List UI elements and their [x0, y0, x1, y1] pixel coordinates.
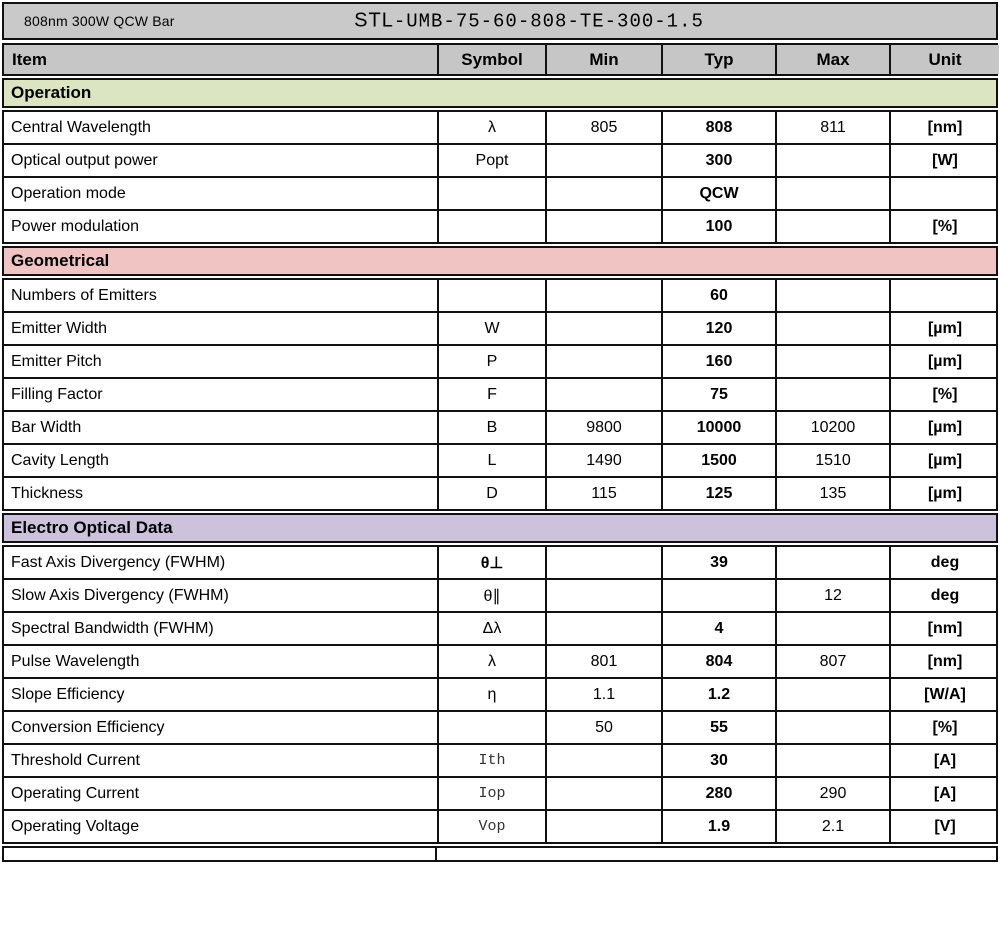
max-cell [775, 145, 889, 176]
unit-cell: [µm] [889, 445, 999, 476]
min-cell [545, 379, 661, 410]
geometrical-rows [2, 278, 998, 511]
column-header-item: Item [4, 45, 437, 74]
item-cell: Threshold Current [11, 751, 140, 769]
max-cell: 811 [775, 112, 889, 143]
min-cell: 801 [545, 646, 661, 677]
symbol-cell: F [437, 379, 545, 410]
min-cell [545, 778, 661, 809]
typ-cell: 1500 [661, 445, 775, 476]
min-cell: 50 [545, 712, 661, 743]
table-row [4, 644, 996, 677]
typ-cell: 39 [661, 547, 775, 578]
typ-cell: 300 [661, 145, 775, 176]
table-row [4, 547, 996, 578]
item-cell: Conversion Efficiency [11, 718, 165, 736]
table-row [4, 611, 996, 644]
max-cell: 12 [775, 580, 889, 611]
unit-cell: [W/A] [889, 679, 999, 710]
column-header-row [2, 43, 998, 76]
max-cell [775, 613, 889, 644]
model-prefix: STL [354, 9, 394, 32]
min-cell [545, 613, 661, 644]
typ-cell: 280 [661, 778, 775, 809]
typ-cell: 10000 [661, 412, 775, 443]
unit-cell: deg [889, 547, 999, 578]
item-cell: Optical output power [11, 151, 158, 169]
unit-cell: [%] [889, 379, 999, 410]
table-row [4, 710, 996, 743]
column-header-symbol: Symbol [437, 45, 545, 74]
max-cell: 290 [775, 778, 889, 809]
max-cell: 10200 [775, 412, 889, 443]
unit-cell: [µm] [889, 346, 999, 377]
max-cell [775, 178, 889, 209]
unit-cell: [nm] [889, 613, 999, 644]
table-row [4, 443, 996, 476]
max-cell [775, 547, 889, 578]
table-row [4, 143, 996, 176]
table-row [4, 809, 996, 842]
table-row [4, 578, 996, 611]
unit-cell [889, 178, 999, 209]
typ-cell: 55 [661, 712, 775, 743]
table-row [4, 743, 996, 776]
min-cell: 1490 [545, 445, 661, 476]
typ-cell: 125 [661, 478, 775, 509]
table-row [4, 209, 996, 242]
min-cell [545, 745, 661, 776]
symbol-cell [437, 280, 545, 311]
unit-cell: [µm] [889, 313, 999, 344]
max-cell [775, 679, 889, 710]
max-cell [775, 313, 889, 344]
title-bar [2, 2, 998, 40]
column-header-min: Min [545, 45, 661, 74]
typ-cell: 75 [661, 379, 775, 410]
min-cell: 805 [545, 112, 661, 143]
unit-cell [889, 280, 999, 311]
min-cell [545, 313, 661, 344]
column-divider [435, 848, 437, 860]
table-row [4, 280, 996, 311]
min-cell [545, 346, 661, 377]
min-cell [545, 580, 661, 611]
unit-cell: [%] [889, 712, 999, 743]
typ-cell: 1.9 [661, 811, 775, 842]
item-cell: Pulse Wavelength [11, 652, 140, 670]
item-cell: Central Wavelength [11, 118, 151, 136]
model-number [354, 10, 704, 33]
max-cell [775, 712, 889, 743]
electro-optical-rows [2, 545, 998, 844]
unit-cell: [V] [889, 811, 999, 842]
table-row [4, 410, 996, 443]
typ-cell: 1.2 [661, 679, 775, 710]
table-row [4, 476, 996, 509]
min-cell [545, 280, 661, 311]
max-cell [775, 379, 889, 410]
item-cell: Operation mode [11, 184, 126, 202]
typ-cell: 100 [661, 211, 775, 242]
symbol-cell: D [437, 478, 545, 509]
item-cell: Fast Axis Divergency (FWHM) [11, 553, 226, 571]
item-cell: Slow Axis Divergency (FWHM) [11, 586, 229, 604]
typ-cell: 30 [661, 745, 775, 776]
unit-cell: deg [889, 580, 999, 611]
symbol-cell: λ [437, 112, 545, 143]
typ-cell: 4 [661, 613, 775, 644]
item-cell: Filling Factor [11, 385, 103, 403]
unit-cell: [A] [889, 745, 999, 776]
table-row [4, 311, 996, 344]
min-cell [545, 178, 661, 209]
typ-cell: 60 [661, 280, 775, 311]
column-header-typ: Typ [661, 45, 775, 74]
table-row [4, 112, 996, 143]
typ-cell [661, 580, 775, 611]
product-name: 808nm 300W QCW Bar [24, 13, 175, 29]
min-cell: 1.1 [545, 679, 661, 710]
table-row [4, 776, 996, 809]
section-header-geometrical: Geometrical [2, 246, 998, 276]
symbol-cell: λ [437, 646, 545, 677]
section-header-operation: Operation [2, 78, 998, 108]
min-cell [545, 811, 661, 842]
table-row [4, 377, 996, 410]
truncated-row [2, 846, 998, 862]
item-cell: Cavity Length [11, 451, 109, 469]
max-cell: 1510 [775, 445, 889, 476]
unit-cell: [%] [889, 211, 999, 242]
unit-cell: [W] [889, 145, 999, 176]
table-row [4, 176, 996, 209]
unit-cell: [µm] [889, 412, 999, 443]
symbol-cell: η [437, 679, 545, 710]
symbol-cell: θ⊥ [437, 547, 545, 578]
symbol-cell [437, 211, 545, 242]
symbol-cell: L [437, 445, 545, 476]
item-cell: Thickness [11, 484, 84, 502]
max-cell [775, 745, 889, 776]
symbol-cell [437, 178, 545, 209]
max-cell [775, 211, 889, 242]
column-header-max: Max [775, 45, 889, 74]
symbol-cell: Vop [437, 811, 545, 842]
unit-cell: [µm] [889, 478, 999, 509]
symbol-cell: Iop [437, 778, 545, 809]
item-cell: Numbers of Emitters [11, 286, 157, 304]
max-cell [775, 346, 889, 377]
model-suffix: -UMB-75-60-808-TE-300-1.5 [393, 10, 704, 33]
section-header-electro-optical: Electro Optical Data [2, 513, 998, 543]
max-cell [775, 280, 889, 311]
typ-cell: 808 [661, 112, 775, 143]
symbol-cell: θ∥ [437, 580, 545, 611]
item-cell: Operating Current [11, 784, 140, 802]
symbol-cell: Ith [437, 745, 545, 776]
min-cell [545, 145, 661, 176]
unit-cell: [nm] [889, 112, 999, 143]
max-cell: 807 [775, 646, 889, 677]
min-cell [545, 211, 661, 242]
symbol-cell [437, 712, 545, 743]
item-cell: Operating Voltage [11, 817, 140, 835]
item-cell: Power modulation [11, 217, 140, 235]
operation-rows [2, 110, 998, 244]
item-cell: Bar Width [11, 418, 82, 436]
min-cell: 115 [545, 478, 661, 509]
table-row [4, 677, 996, 710]
typ-cell: QCW [661, 178, 775, 209]
min-cell [545, 547, 661, 578]
typ-cell: 160 [661, 346, 775, 377]
unit-cell: [A] [889, 778, 999, 809]
item-cell: Spectral Bandwidth (FWHM) [11, 619, 214, 637]
max-cell: 2.1 [775, 811, 889, 842]
typ-cell: 804 [661, 646, 775, 677]
unit-cell: [nm] [889, 646, 999, 677]
symbol-cell: W [437, 313, 545, 344]
max-cell: 135 [775, 478, 889, 509]
min-cell: 9800 [545, 412, 661, 443]
item-cell: Slope Efficiency [11, 685, 125, 703]
item-cell: Emitter Pitch [11, 352, 102, 370]
column-header-unit: Unit [889, 45, 999, 74]
symbol-cell: P [437, 346, 545, 377]
symbol-cell: Δλ [437, 613, 545, 644]
symbol-cell: B [437, 412, 545, 443]
item-cell: Emitter Width [11, 319, 108, 337]
typ-cell: 120 [661, 313, 775, 344]
table-row [4, 344, 996, 377]
symbol-cell: Popt [437, 145, 545, 176]
